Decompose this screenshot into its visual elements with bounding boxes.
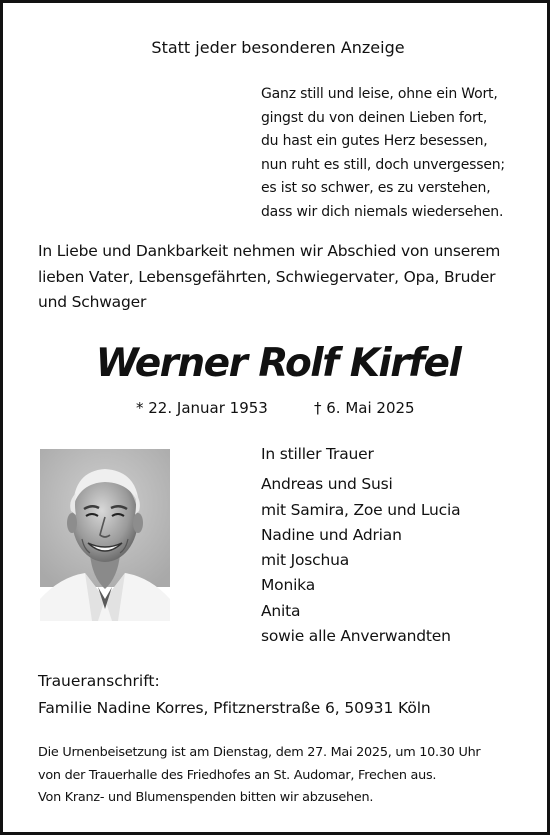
mourner-name: Andreas und Susi bbox=[261, 475, 393, 494]
mourners-heading: In stiller Trauer bbox=[261, 445, 374, 463]
mourners-list bbox=[261, 442, 531, 649]
address-line: Familie Nadine Korres, Pfitznerstraße 6, 50931 Köln bbox=[38, 699, 431, 717]
mourner-name: Monika bbox=[261, 576, 315, 595]
funeral-notice bbox=[38, 742, 528, 810]
poem-line: dass wir dich niemals wiedersehen. bbox=[261, 203, 504, 220]
poem bbox=[261, 83, 531, 224]
mourner-name: mit Samira, Zoe und Lucia bbox=[261, 500, 461, 519]
intro-text bbox=[38, 239, 528, 316]
mourner-name: mit Joschua bbox=[261, 551, 350, 570]
death-date: † 6. Mai 2025 bbox=[314, 399, 415, 417]
intro-line: und Schwager bbox=[38, 293, 147, 311]
mourner-name: Anita bbox=[261, 601, 301, 620]
portrait-photo bbox=[40, 449, 170, 621]
notice-line: Die Urnenbeisetzung ist am Dienstag, dem 27. Mai 2025, um 10.30 Uhr bbox=[38, 745, 481, 760]
poem-line: es ist so schwer, es zu verstehen, bbox=[261, 180, 491, 196]
portrait-photo-icon bbox=[40, 449, 170, 621]
poem-line: du hast ein gutes Herz besessen, bbox=[261, 133, 488, 149]
deceased-name: Werner Rolf Kirfel bbox=[95, 341, 461, 386]
poem-line: nun ruht es still, doch unvergessen; bbox=[261, 156, 505, 173]
poem-line: Ganz still und leise, ohne ein Wort, bbox=[261, 86, 498, 102]
mourner-name: Nadine und Adrian bbox=[261, 525, 402, 544]
intro-line: lieben Vater, Lebensgefährten, Schwiegervater, Opa, Bruder bbox=[38, 267, 496, 286]
poem-line: gingst du von deinen Lieben fort, bbox=[261, 109, 488, 126]
headline: Statt jeder besonderen Anzeige bbox=[151, 38, 405, 57]
mourner-name: sowie alle Anverwandten bbox=[261, 627, 451, 646]
notice-line: Von Kranz- und Blumenspenden bitten wir abzusehen. bbox=[38, 790, 374, 805]
birth-date: * 22. Januar 1953 bbox=[136, 399, 268, 417]
intro-line: In Liebe und Dankbarkeit nehmen wir Abschied von unserem bbox=[38, 242, 501, 260]
notice-line: von der Trauerhalle des Friedhofes an St. Audomar, Frechen aus. bbox=[38, 767, 437, 783]
life-dates bbox=[136, 397, 436, 419]
address-label: Traueranschrift: bbox=[38, 672, 160, 690]
